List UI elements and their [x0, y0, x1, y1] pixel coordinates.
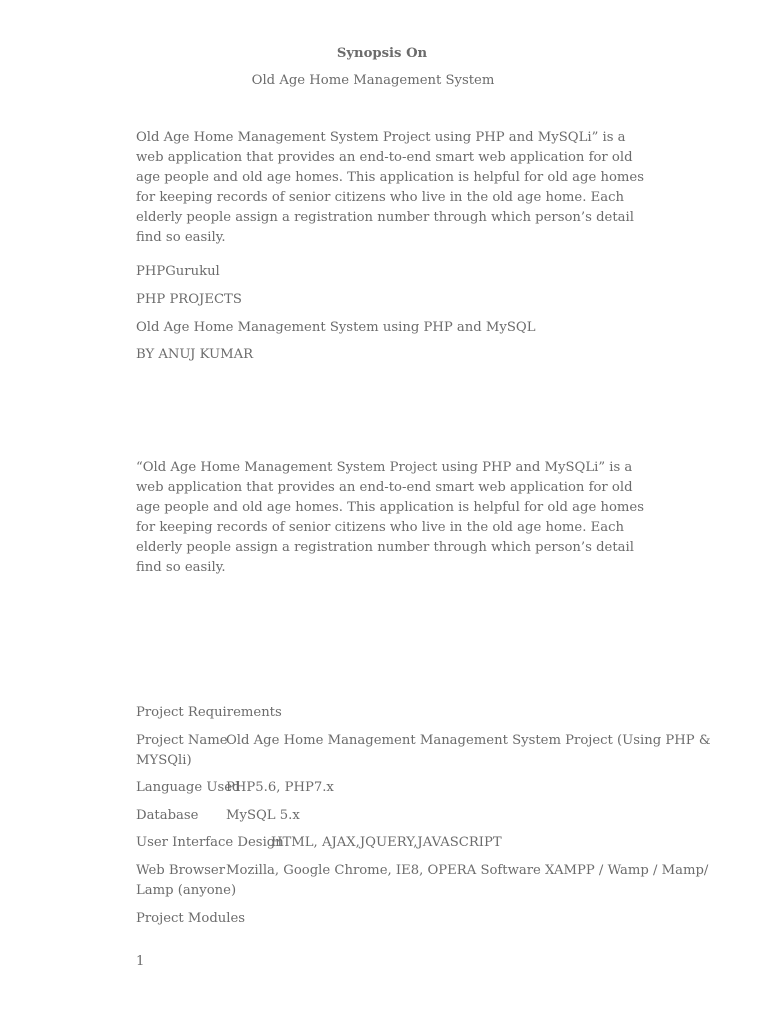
- requirement-value: MySQL 5.x: [226, 808, 300, 823]
- modules-heading: Project Modules: [136, 911, 246, 926]
- page-number: 1: [136, 954, 145, 969]
- requirements-heading: Project Requirements: [136, 705, 282, 720]
- requirement-label: Database: [136, 808, 199, 823]
- requirement-label: Project Name: [136, 733, 228, 748]
- requirement-value: Old Age Home Management Management System Project (Using PHP &: [226, 733, 711, 748]
- requirement-value: HTML, AJAX,JQUERY,JAVASCRIPT: [271, 835, 502, 850]
- credit-line: BY ANUJ KUMAR: [136, 347, 254, 362]
- credit-line: Old Age Home Management System using PHP and MySQL: [136, 320, 536, 335]
- credit-line: PHPGurukul: [136, 264, 220, 279]
- requirement-value: PHP5.6, PHP7.x: [226, 780, 334, 795]
- document-subtitle: Old Age Home Management System: [251, 73, 495, 88]
- requirement-value-continued: MYSQli): [136, 753, 192, 768]
- intro-paragraph: Old Age Home Management System Project using PHP and MySQLi” is a web application that provides an end-to-end smart web application for old age people and old age homes. This application is helpful for old age homes for keeping records of senior citizens who live in the old age home. Each elderly people assign a registration number through which person’s detail find so easily.: [136, 130, 644, 245]
- credit-line: PHP PROJECTS: [136, 292, 242, 307]
- requirement-label: Web Browser: [136, 863, 226, 878]
- requirement-label: Language Used: [136, 780, 241, 795]
- requirement-label: User Interface Design: [136, 835, 284, 850]
- document-title: Synopsis On: [336, 46, 428, 61]
- quote-paragraph: “Old Age Home Management System Project using PHP and MySQLi” is a web application that provides an end-to-end smart web application for old age people and old age homes. This application is helpful for old age homes for keeping records of senior citizens who live in the old age home. Each elderly people assign a registration number through which person’s detail find so easily.: [136, 460, 644, 575]
- requirement-value: Mozilla, Google Chrome, IE8, OPERA Software XAMPP / Wamp / Mamp/: [226, 863, 709, 878]
- requirement-value-continued: Lamp (anyone): [136, 883, 237, 898]
